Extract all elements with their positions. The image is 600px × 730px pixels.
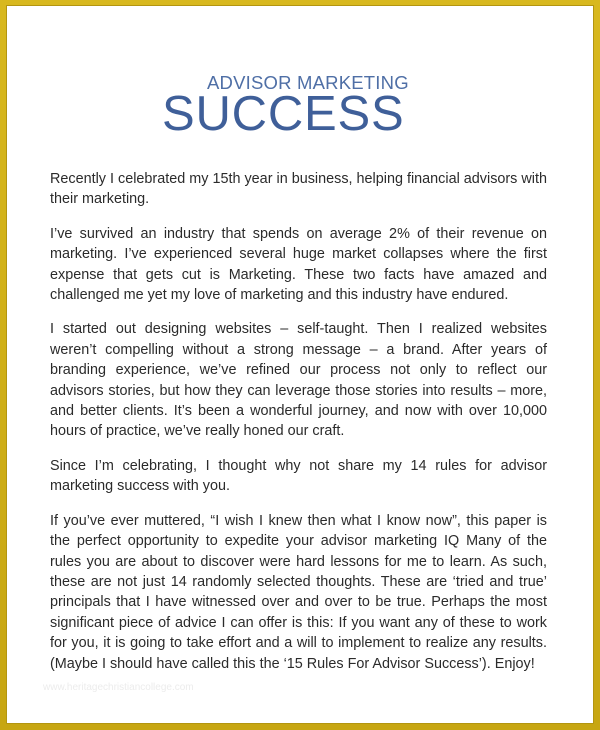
paragraph: Since I’m celebrating, I thought why not share my 14 rules for advisor marketing success with you. <box>50 457 547 495</box>
paragraph: If you’ve ever muttered, “I wish I knew then what I know now”, this paper is the perfect opportunity to expedite your advisor marketing IQ Many of the rules you are about to discover were hard lessons for me to learn. As such, these are not just 14 randomly selected thoughts. These are ‘tried and true’ principals that I have witnessed over and over to be true. Perhaps the most significant piece of advice I can offer is this: If you want any of these to work for you, it is going to take effort and a will to implement to realize any results. (Maybe I should have called this the ‘15 Rules For Advisor Success’). Enjoy! <box>50 512 547 672</box>
header-kicker: ADVISOR MARKETING <box>207 72 409 93</box>
paragraph: Recently I celebrated my 15th year in business, helping financial advisors with their marketing. <box>50 171 547 208</box>
body-text <box>50 169 547 688</box>
watermark: www.heritagechristiancollege.com <box>43 682 194 693</box>
paragraph: I started out designing websites – self-taught. Then I realized websites weren’t compelling without a strong message – a brand. After years of branding experience, we’ve refined our process not only to reflect our advisors stories, but how they can leverage those stories into results – more, and better clients. It’s been a wonderful journey, and now with over 10,000 hours of practice, we’ve really honed our craft. <box>50 321 547 440</box>
document-page <box>6 5 594 724</box>
page-title: SUCCESS <box>162 87 405 141</box>
paragraph: I’ve survived an industry that spends on average 2% of their revenue on marketing. I’ve experienced several huge market collapses where the first expense that gets cut is Marketing. These two facts have amazed and challenged me yet my love of marketing and this industry have endured. <box>50 225 547 304</box>
